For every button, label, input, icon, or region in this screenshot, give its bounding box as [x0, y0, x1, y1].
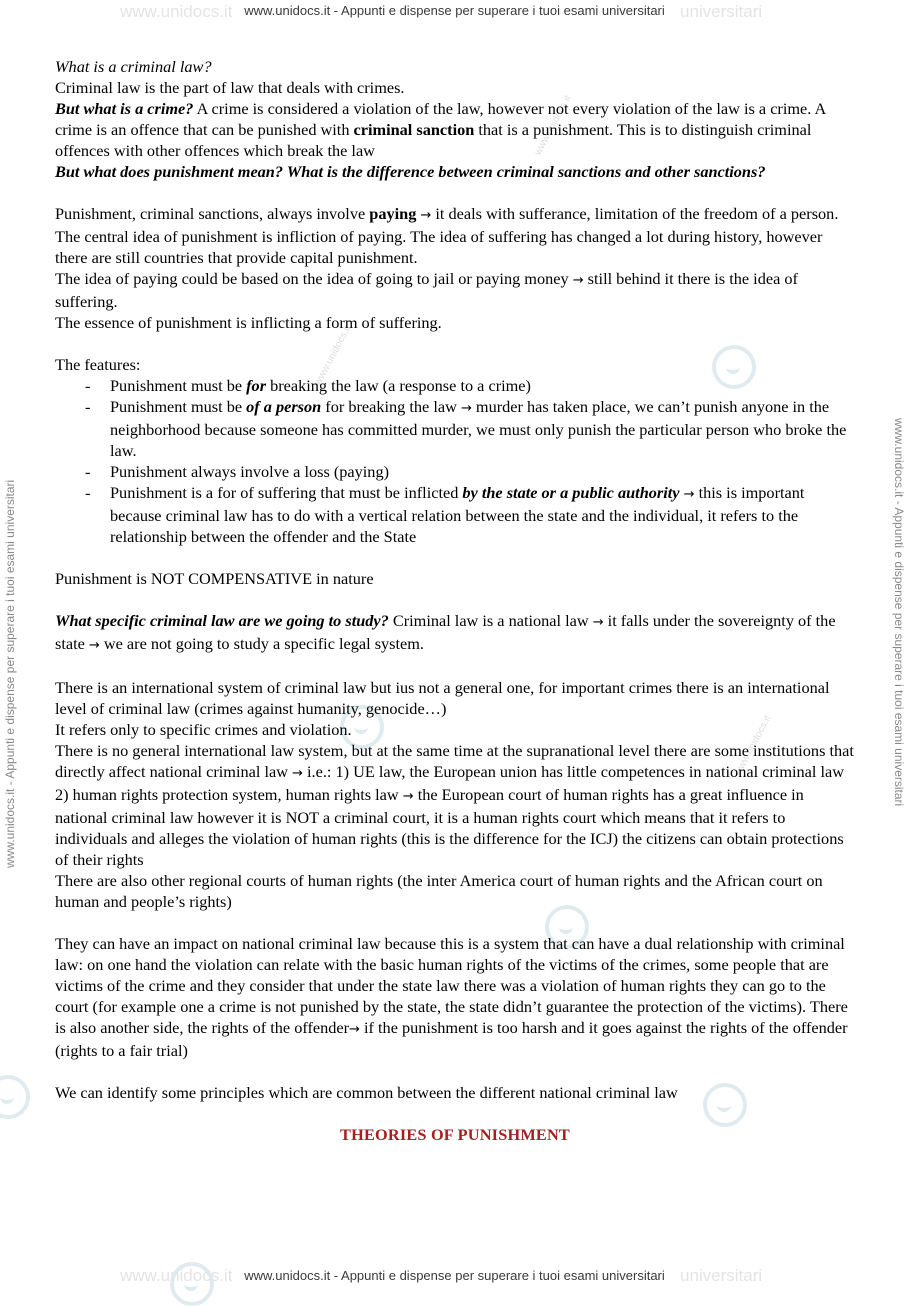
paragraph	[55, 98, 855, 161]
text-span: breaking the law (a response to a crime)	[266, 376, 531, 395]
paragraph: We can identify some principles which are common between the different national criminal law	[55, 1083, 678, 1102]
bold-term: paying	[369, 204, 417, 223]
text-span: if the punishment is too harsh and it goes against the rights of the offender (rights to a fair trial)	[55, 1018, 848, 1060]
section-heading: THEORIES OF PUNISHMENT	[340, 1125, 570, 1144]
bold-term: criminal sanction	[353, 120, 475, 139]
question-inline: What specific criminal law are we going to study?	[55, 611, 389, 630]
watermark-ghost-bottom-left: www.unidocs.it	[120, 1266, 233, 1285]
text-span: i.e.: 1) UE law, the European union has little competences in national criminal law	[302, 762, 844, 781]
watermark-diagonal: www.unidocs.it	[732, 713, 774, 778]
watermark-diagonal: www.unidocs.it	[312, 323, 354, 388]
text-span: this is important because criminal law has to do with a vertical relation between the state and the individual, it refers to the relationship between the offender and the State	[110, 483, 805, 546]
watermark-top: www.unidocs.it - Appunti e dispense per superare i tuoi esami universitari	[244, 3, 665, 18]
text-span: There is no general international law system, but at the same time at the supranational level there are some institutions that directly affect national criminal law	[55, 741, 854, 781]
arrow-right-icon: →	[420, 208, 432, 223]
watermark-logo-icon	[0, 1075, 30, 1119]
text-span: Punishment must be	[110, 397, 247, 416]
list-item	[55, 375, 855, 396]
arrow-right-icon: →	[592, 615, 604, 630]
features-label: The features:	[55, 355, 141, 374]
text-span: Punishment is a for of suffering that must be inflicted	[110, 483, 463, 502]
watermark-side-left: www.unidocs.it - Appunti e dispense per superare i tuoi esami universitari	[3, 479, 17, 868]
arrow-right-icon: →	[460, 401, 472, 416]
text-span: still behind it there is the idea of suffering.	[55, 269, 798, 311]
emphasis: by the state or a public authority	[462, 483, 680, 502]
text-span: it falls under the sovereignty of the state	[55, 611, 836, 653]
arrow-right-icon: →	[683, 487, 695, 502]
text-span: 2) human rights protection system, human rights law	[55, 785, 403, 804]
emphasis: of a person	[246, 397, 322, 416]
arrow-right-icon: →	[572, 273, 584, 288]
watermark-ghost-right: universitari	[680, 2, 763, 21]
paragraph: It refers only to specific crimes and violation.	[55, 720, 352, 739]
text-span: They can have an impact on national criminal law because this is a system that can have a dual relationship with criminal law: on one hand the violation can relate with the basic human rights of the victims of the crimes, some people that are victims of the crime and they consider that under the state law there was a violation of human rights they can go to the court (for example one a crime is not punished by the state, the state didn’t guarantee the protection of the victims). There is also another side, the rights of the offender	[55, 934, 848, 1037]
text-span: that is a punishment. This is to distinguish criminal offences with other offences which break the law	[55, 120, 812, 160]
features-list	[55, 375, 855, 547]
text-span: it deals with sufferance, limitation of the freedom of a person.	[431, 204, 839, 223]
paragraph: The central idea of punishment is infliction of paying. The idea of suffering has changed a lot during history, however there are still countries that provide capital punishment.	[55, 227, 823, 267]
paragraph	[55, 933, 855, 1061]
arrow-right-icon: →	[292, 766, 303, 781]
text-span: murder has taken place, we can’t punish anyone in the neighborhood because someone has committed murder, we must only punish the particular person who broke the law.	[110, 397, 847, 460]
paragraph: Criminal law is the part of law that deals with crimes.	[55, 78, 405, 97]
arrow-right-icon: →	[349, 1022, 360, 1037]
paragraph: There are also other regional courts of human rights (the inter America court of human rights and the African court on human and people’s rights)	[55, 871, 823, 911]
emphasis: for	[246, 376, 267, 395]
question-paragraph: But what does punishment mean? What is the difference between criminal sanctions and other sanctions?	[55, 162, 766, 181]
paragraph	[55, 203, 855, 226]
paragraph	[55, 740, 855, 784]
watermark-ghost-left: www.unidocs.it	[120, 2, 233, 21]
list-item	[55, 396, 855, 461]
document-page	[55, 56, 855, 1145]
text-span: we are not going to study a specific legal system.	[99, 634, 424, 653]
paragraph	[55, 784, 855, 870]
watermark-diagonal: www.unidocs.it	[532, 93, 574, 158]
arrow-right-icon: →	[88, 638, 100, 653]
paragraph	[55, 610, 855, 656]
question-title: What is a criminal law?	[55, 57, 212, 76]
text-span: A crime is considered a violation of the law, however not every violation of the law is a crime. A crime is an offence that can be punished with	[55, 99, 826, 139]
paragraph: There is an international system of criminal law but ius not a general one, for important crimes there is an international level of criminal law (crimes against humanity, genocide…)	[55, 678, 830, 718]
watermark-logo-icon	[170, 1262, 214, 1306]
text-span: The idea of paying could be based on the idea of going to jail or paying money	[55, 269, 573, 288]
list-item: - Punishment always involve a loss (paying)	[55, 461, 855, 482]
watermark-side-right: www.unidocs.it - Appunti e dispense per superare i tuoi esami universitari	[892, 418, 906, 807]
text-span: Punishment, criminal sanctions, always involve	[55, 204, 370, 223]
text-span: for breaking the law	[321, 397, 461, 416]
paragraph	[55, 268, 855, 312]
text-span: Criminal law is a national law	[388, 611, 593, 630]
paragraph: Punishment is NOT COMPENSATIVE in nature	[55, 569, 374, 588]
text-span: the European court of human rights has a great influence in national criminal law however it is NOT a criminal court, it is a human rights court which means that it refers to individuals and alleges the violation of human rights (this is the difference for the ICJ) the citizens can obtain protections of their rights	[55, 785, 844, 869]
arrow-right-icon: →	[402, 789, 414, 804]
watermark-ghost-bottom-right: universitari	[680, 1266, 763, 1285]
watermark-bottom: www.unidocs.it - Appunti e dispense per superare i tuoi esami universitari	[244, 1268, 665, 1283]
paragraph: The essence of punishment is inflicting a form of suffering.	[55, 313, 442, 332]
text-span: Punishment must be	[110, 376, 247, 395]
list-item	[55, 482, 855, 547]
question-inline: But what is a crime?	[55, 99, 194, 118]
